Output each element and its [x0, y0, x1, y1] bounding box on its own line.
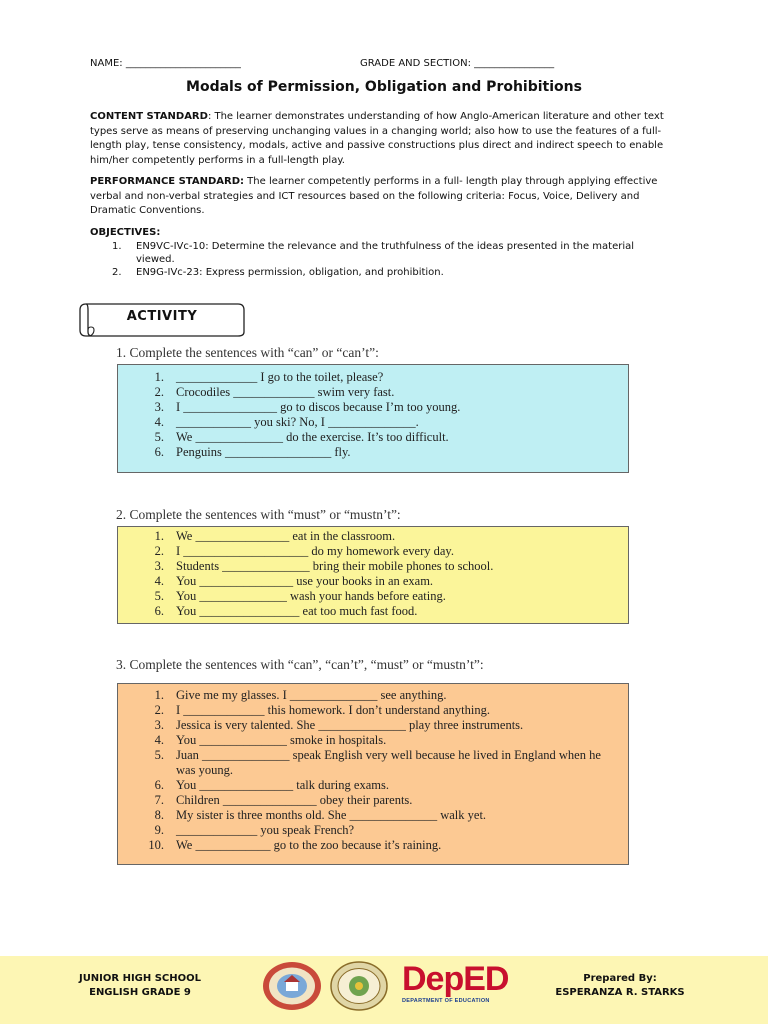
item-number: 5.	[154, 589, 164, 603]
exercise-3-box	[117, 683, 629, 865]
exercise-3-item	[118, 823, 608, 838]
footer-school	[60, 972, 220, 1000]
item-number: 6.	[154, 778, 164, 792]
item-sentence: Jessica is very talented. She ______________ play three instruments.	[176, 718, 524, 732]
exercise-1-item	[118, 385, 628, 400]
exercise-2-item	[118, 604, 628, 619]
deped-logo	[398, 962, 508, 1010]
objective-number: 1.	[112, 241, 122, 252]
exercise-1-item	[118, 445, 628, 460]
item-number: 2.	[154, 385, 164, 399]
exercise-3-list	[118, 688, 608, 853]
item-sentence: We ______________ do the exercise. It’s too difficult.	[176, 430, 449, 444]
item-sentence: Penguins _________________ fly.	[176, 445, 351, 459]
item-number: 5.	[154, 430, 164, 444]
performance-standard	[90, 175, 680, 219]
exercise-1-item	[118, 400, 628, 415]
prepared-by-label: Prepared By:	[583, 973, 657, 984]
exercise-1-box	[117, 364, 629, 473]
objective-number: 2.	[112, 267, 122, 278]
item-sentence: We _______________ eat in the classroom.	[176, 529, 396, 543]
exercise-3-item	[118, 838, 608, 853]
exercise-2-item	[118, 529, 628, 544]
item-number: 3.	[154, 718, 164, 732]
item-number: 4.	[154, 733, 164, 747]
item-sentence: ____________ you ski? No, I ______________.	[176, 415, 419, 429]
exercise-3-item	[118, 808, 608, 823]
exercise-3-item	[118, 793, 608, 808]
item-sentence: I _______________ go to discos because I’m too young.	[176, 400, 461, 414]
item-sentence: Students ______________ bring their mobile phones to school.	[176, 559, 494, 573]
item-number: 1.	[154, 688, 164, 702]
exercise-3-title: 3. Complete the sentences with “can”, “can’t”, “must” or “mustn’t”:	[116, 657, 484, 672]
activity-banner	[78, 300, 246, 338]
footer-school-line2: ENGLISH GRADE 9	[89, 987, 191, 998]
item-sentence: Crocodiles _____________ swim very fast.	[176, 385, 395, 399]
exercise-2-title: 2. Complete the sentences with “must” or “mustn’t”:	[116, 507, 401, 522]
item-sentence: I _____________ this homework. I don’t understand anything.	[176, 703, 490, 717]
exercise-1-item	[118, 415, 628, 430]
exercise-3-item	[118, 733, 608, 748]
item-sentence: You _______________ use your books in an exam.	[176, 574, 434, 588]
exercise-3-item	[118, 778, 608, 793]
item-number: 1.	[154, 370, 164, 384]
exercise-1-title: 1. Complete the sentences with “can” or “can’t”:	[116, 345, 379, 360]
exercise-3-item	[118, 688, 608, 703]
activity-label: ACTIVITY	[126, 309, 198, 324]
item-number: 9.	[154, 823, 164, 837]
exercise-3-item	[118, 718, 608, 733]
item-sentence: You ______________ smoke in hospitals.	[176, 733, 387, 747]
performance-standard-label: PERFORMANCE STANDARD:	[90, 176, 244, 187]
content-standard	[90, 110, 680, 168]
footer-prepared-by	[530, 972, 710, 1000]
exercise-1-item	[118, 370, 628, 385]
item-number: 1.	[154, 529, 164, 543]
prepared-by-name: ESPERANZA R. STARKS	[555, 987, 685, 998]
item-sentence: We ____________ go to the zoo because it’s raining.	[176, 838, 442, 852]
item-sentence: You ________________ eat too much fast food.	[176, 604, 418, 618]
item-number: 4.	[154, 415, 164, 429]
item-number: 3.	[154, 559, 164, 573]
item-number: 5.	[154, 748, 164, 762]
item-number: 2.	[154, 703, 164, 717]
exercise-2-item	[118, 589, 628, 604]
item-number: 3.	[154, 400, 164, 414]
exercise-2-item	[118, 559, 628, 574]
item-number: 2.	[154, 544, 164, 558]
grade-section-field-label: GRADE AND SECTION: ________________	[360, 58, 555, 69]
item-sentence: Children _______________ obey their parents.	[176, 793, 413, 807]
item-sentence: I ____________________ do my homework every day.	[176, 544, 454, 558]
item-sentence: Give me my glasses. I ______________ see anything.	[176, 688, 447, 702]
exercise-2-item	[118, 544, 628, 559]
exercise-2-item	[118, 574, 628, 589]
exercise-2-list	[118, 529, 628, 619]
objectives-list	[112, 241, 672, 281]
objective-text: EN9G-IVc-23: Express permission, obligation, and prohibition.	[136, 267, 444, 278]
item-number: 4.	[154, 574, 164, 588]
deped-logo-text: DepED	[402, 960, 509, 998]
exercise-3-item	[118, 703, 608, 718]
division-seal-icon	[330, 961, 388, 1011]
exercise-2-box	[117, 526, 629, 624]
item-number: 6.	[154, 445, 164, 459]
page-title: Modals of Permission, Obligation and Prohibitions	[186, 79, 582, 95]
objective-text: EN9VC-IVc-10: Determine the relevance and the truthfulness of the ideas presented in the material viewed.	[136, 241, 635, 265]
name-field-label: NAME: _______________________	[90, 58, 241, 69]
item-number: 8.	[154, 808, 164, 822]
item-number: 6.	[154, 604, 164, 618]
deped-logo-subtext: DEPARTMENT OF EDUCATION	[402, 998, 490, 1004]
exercise-1-list	[118, 370, 628, 460]
objectives-heading: OBJECTIVES:	[90, 227, 161, 238]
item-number: 10.	[148, 838, 164, 852]
content-standard-text: : The learner demonstrates understanding of how Anglo-American literature and other text types serve as means of preserving unchanging values in a changing world; also how to use the features of a full-length play, tense consistency, modals, active and passive constructions plus direct and indirect speech to enable him/her competently performs in a full-length play.	[90, 111, 664, 166]
item-sentence: You ______________ wash your hands before eating.	[176, 589, 446, 603]
content-standard-label: CONTENT STANDARD	[90, 111, 208, 122]
exercise-3-item	[118, 748, 608, 778]
item-sentence: Juan ______________ speak English very well because he lived in England when he was young.	[176, 748, 601, 777]
item-sentence: _____________ I go to the toilet, please?	[176, 370, 384, 384]
item-sentence: _____________ you speak French?	[176, 823, 355, 837]
item-sentence: My sister is three months old. She ______________ walk yet.	[176, 808, 487, 822]
item-number: 7.	[154, 793, 164, 807]
objective-item	[112, 241, 672, 266]
item-sentence: You _______________ talk during exams.	[176, 778, 389, 792]
objective-item	[112, 267, 672, 280]
school-seal-icon	[262, 961, 322, 1011]
performance-standard-text: The learner competently performs in a full- length play through applying effective verbal and non-verbal strategies and ICT resources based on the following criteria: Focus, Voice, Delivery and Dramatic Conventions.	[90, 176, 658, 216]
exercise-1-item	[118, 430, 628, 445]
footer-school-line1: JUNIOR HIGH SCHOOL	[78, 973, 202, 984]
